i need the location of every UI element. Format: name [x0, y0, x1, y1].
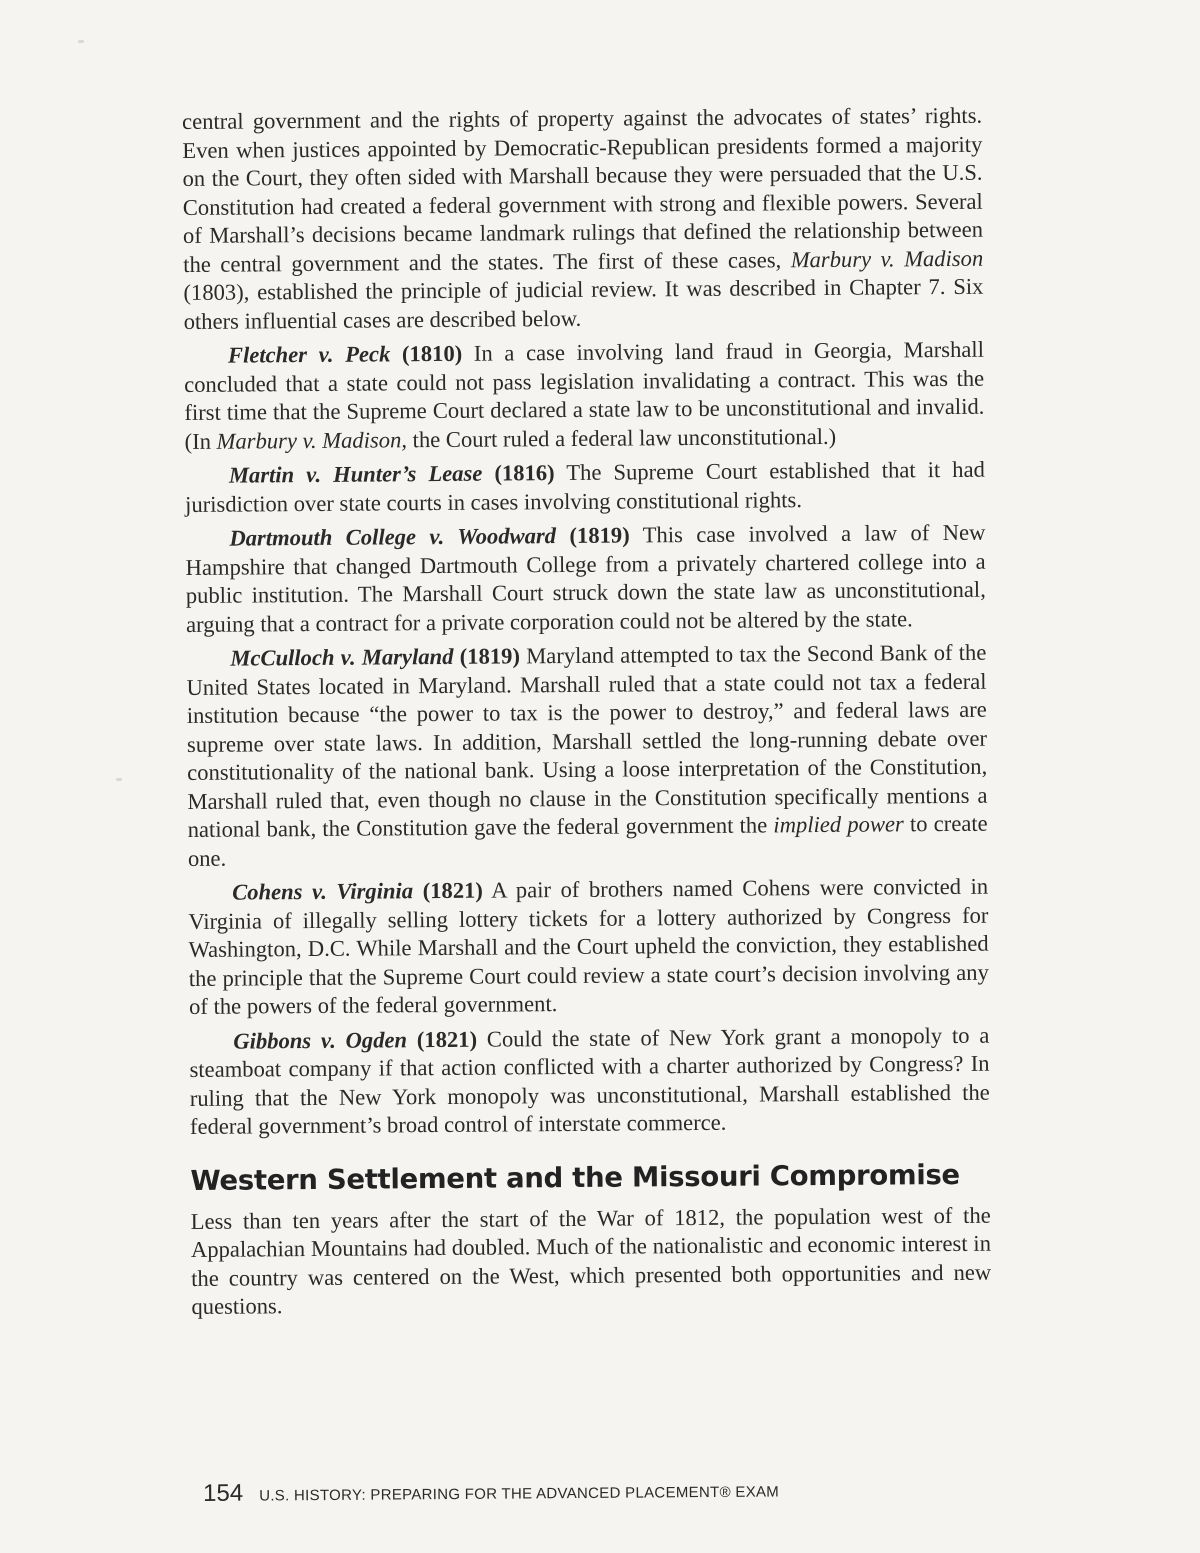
- case-text-continued: the Court ruled a federal law unconstitutional.): [406, 423, 837, 452]
- case-text: The Supreme Court established that it had jurisdiction over state courts in cases involving constitutional rights.: [185, 456, 985, 517]
- case-year: (1819): [569, 522, 630, 548]
- case-text: Could the state of New York grant a monopoly to a steamboat company if that action conflicted with a charter authorized by Congress? In ruling that the New York monopoly was unconstitutional, Marshall established the federal government’s broad control of interstate commerce.: [189, 1022, 990, 1139]
- case-year: (1810): [401, 340, 463, 367]
- running-title: U.S. HISTORY: PREPARING FOR THE ADVANCED PLACEMENT® EXAM: [259, 1483, 780, 1505]
- case-title: Martin v. Hunter’s Lease: [228, 460, 483, 488]
- case-paragraph-fletcher: [184, 336, 985, 456]
- case-title: Cohens v. Virginia: [232, 878, 414, 905]
- scan-speck: [78, 40, 84, 43]
- case-year: (1816): [494, 460, 555, 486]
- case-title: Dartmouth College v. Woodward: [229, 523, 557, 551]
- intro-text-continued: (1803), established the principle of judicial review. It was described in Chapter 7. Six others influential cases are described below.: [183, 273, 984, 334]
- case-title: Gibbons v. Ogden: [233, 1026, 408, 1054]
- section-body: Less than ten years after the start of the War of 1812, the population west of the Appalachian Mountains had doubled. Much of the nationalistic and economic interest in the country was centered on the West, which presented both opportunities and new questions.: [190, 1202, 992, 1319]
- case-paragraph-cohens: [188, 873, 989, 1022]
- case-year: (1821): [422, 877, 484, 904]
- page-number: 154: [203, 1479, 244, 1507]
- case-text: This case involved a law of New Hampshire that changed Dartmouth College from a privately chartered college into a public institution. The Marshall Court struck down the state law as unconstitutional, arguing that a contract for a private corporation could not be altered by the state.: [185, 519, 986, 637]
- section-heading: Western Settlement and the Missouri Compromise: [190, 1158, 960, 1197]
- case-paragraph-mcculloch: [186, 639, 988, 873]
- case-year: (1821): [416, 1026, 478, 1052]
- case-title: Fletcher v. Peck: [227, 341, 391, 368]
- case-paragraph-dartmouth: [185, 519, 986, 639]
- case-paragraph-martin: [185, 456, 985, 519]
- case-reference: Marbury v. Madison,: [216, 426, 408, 454]
- scan-speck: [116, 778, 122, 781]
- page-footer: [203, 1475, 779, 1508]
- intro-paragraph: [182, 102, 984, 336]
- case-text: A pair of brothers named Cohens were convicted in Virginia of illegally selling lottery tickets for a lottery authorized by Congress for Washington, D.C. While Marshall and the Court upheld the conviction, they established the principle that the Supreme Court could review a state court’s decision involving any of the powers of the federal government.: [188, 873, 989, 1019]
- emphasis-term: implied power: [773, 811, 904, 838]
- intro-case-reference: Marbury v. Madison: [790, 245, 984, 272]
- intro-text: central government and the rights of property against the advocates of states’ rights. Even when justices appointed by Democratic-Republican presidents formed a majority on the Court, they often sided with Marshall because they were persuaded that the U.S. Constitution had created a federal government with strong and flexible powers. Several of Marshall’s decisions became landmark rulings that defined the relationship between the central government and the states. The first of these cases,: [182, 102, 984, 277]
- case-paragraph-gibbons: [189, 1021, 990, 1141]
- case-text-continued: to create one.: [187, 810, 988, 871]
- case-text: Maryland attempted to tax the Second Bank of the United States located in Maryland. Marshall ruled that a state could not tax a federal institution because “the power to tax is the power to destroy,” and federal laws are supreme over state laws. In addition, Marshall settled the long-running debate over constitutionality of the national bank. Using a loose interpretation of the Constitution, Marshall ruled that, even though no clause in the Constitution specifically mentions a national bank, the Constitution gave the federal government the: [186, 639, 988, 842]
- case-year: (1819): [459, 643, 521, 669]
- text-column: [182, 102, 992, 1328]
- case-text: In a case involving land fraud in Georgia, Marshall concluded that a state could not pass legislation invalidating a contract. This was the first time that the Supreme Court declared a state law to be unconstitutional and invalid. (In: [184, 336, 985, 454]
- case-title: McCulloch v. Maryland: [230, 643, 454, 671]
